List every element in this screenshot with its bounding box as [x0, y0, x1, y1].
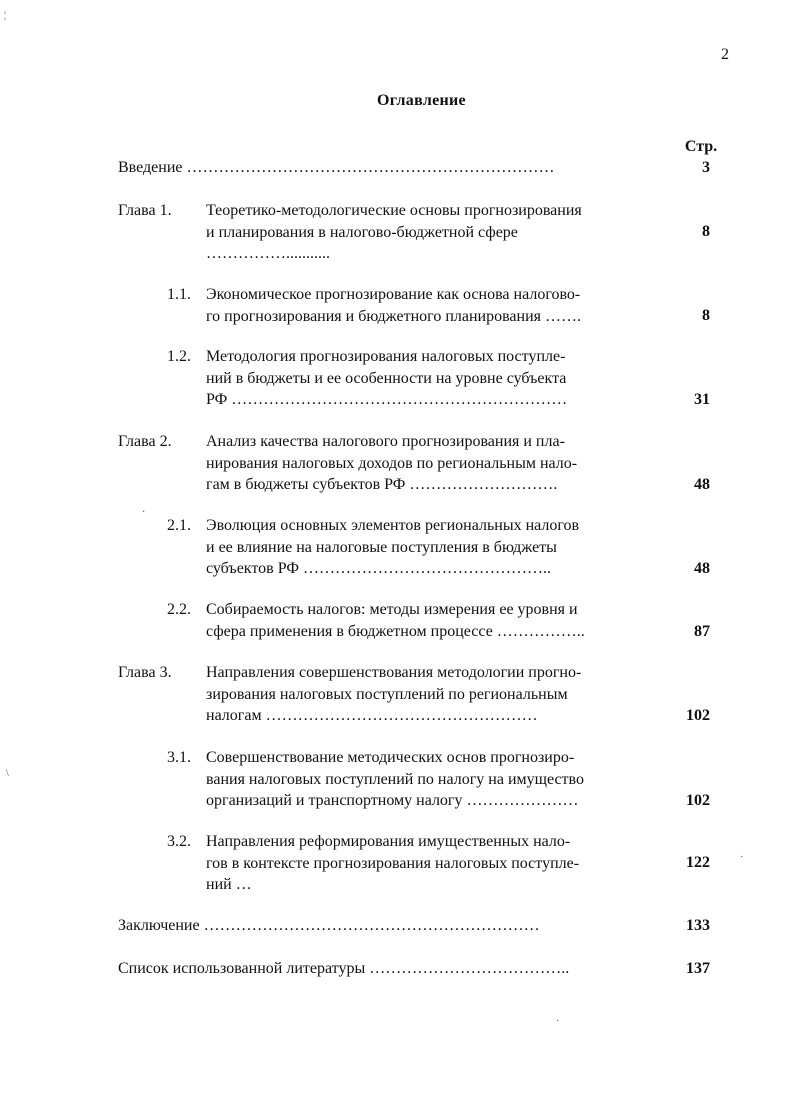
scan-speck: ·: [556, 1016, 560, 1027]
toc-entry: [0, 431, 793, 501]
toc-entry-text-line: Эволюция основных элементов региональных налогов: [206, 517, 580, 534]
scan-speck: ·: [142, 507, 146, 518]
toc-entry-text-line: Методология прогнозирования налоговых поступле-: [206, 348, 566, 365]
toc-entry-label: Глава 2.: [118, 433, 172, 450]
toc-entry-text-line: Направления совершенствования методологии прогно-: [206, 664, 582, 681]
toc-entry-label: 1.1.: [167, 286, 191, 303]
toc-entry-text-line: гов в контексте прогнозирования налоговых поступле-: [206, 854, 580, 872]
scan-speck: ¦: [4, 10, 7, 21]
toc-entry-text-line: организаций и транспортному налогу …………………: [206, 792, 579, 809]
toc-entry: [0, 515, 793, 585]
scan-speck: ·: [740, 852, 744, 863]
toc-entry-page: 8: [702, 223, 710, 240]
toc-entry-label: 3.2.: [167, 833, 191, 850]
toc-entry-page: 8: [702, 307, 710, 324]
page-column-header-line: Стр.: [684, 138, 718, 155]
toc-entry-page: 48: [694, 560, 710, 577]
toc-entry: [0, 747, 793, 817]
toc-entry: [0, 346, 793, 416]
toc-entry-text-line: гам в бюджеты субъектов РФ ……………………….: [206, 476, 558, 493]
toc-entry: [0, 200, 793, 270]
toc-entry-label: 1.2.: [167, 348, 191, 365]
toc-entry-text-line: и планирования в налогово-бюджетной сфере: [206, 223, 518, 241]
toc-entry-page: 102: [686, 707, 710, 724]
toc-entry-page: 48: [694, 476, 710, 493]
toc-entry-label: Глава 3.: [118, 664, 172, 681]
toc-entry-page: 31: [694, 391, 710, 408]
toc-entry-page: 102: [686, 792, 710, 809]
toc-entry-text-line: РФ ………………………………………………………: [206, 391, 568, 408]
toc-entry-text-line: вания налоговых поступлений по налогу на имущество: [206, 770, 584, 788]
toc-entry-text-line: ний в бюджеты и ее особенности на уровне субъекта: [206, 369, 567, 387]
toc-entry-page: 133: [686, 917, 710, 934]
toc-entry-text-line: Направления реформирования имущественных нало-: [206, 833, 571, 850]
page-column-header: [679, 136, 723, 157]
toc-entry-text-line: Экономическое прогнозирование как основа налогово-: [206, 286, 581, 303]
toc-entry-text-line: Заключение ………………………………………………………: [118, 917, 540, 934]
toc-entry: [0, 831, 793, 901]
toc-entry-text-line: зирования налоговых поступлений по региональным: [206, 685, 568, 703]
toc-entry-page: 3: [702, 159, 710, 176]
page-number: 2: [721, 46, 729, 63]
toc-entry-label: Глава 1.: [118, 202, 172, 219]
toc-entry-text-line: Теоретико-методологические основы прогнозирования: [206, 202, 582, 219]
toc-entry-text-line: налогам ……………………………………………: [206, 707, 538, 724]
scan-speck: \: [6, 768, 9, 779]
toc-entry-text-line: Совершенствование методических основ прогнозиро-: [206, 749, 575, 766]
toc-entry-page: 122: [686, 854, 710, 871]
toc-entry-text-line: субъектов РФ ………………………………………..: [206, 560, 551, 577]
toc-entry-label: 2.2.: [167, 601, 191, 618]
toc-entry-text-line: ний …: [206, 876, 252, 893]
toc-entry-text-line: Введение ……………………………………………………………: [118, 159, 555, 176]
toc-title: Оглавление: [377, 92, 466, 109]
toc-entry-text-line: Собираемость налогов: методы измерения ее уровня и: [206, 601, 578, 618]
toc-entry-page: 87: [694, 623, 710, 640]
toc-entry: [0, 662, 793, 732]
toc-entry-text-line: Список использованной литературы ………………………………..: [118, 960, 570, 977]
toc-entry-text-line: сфера применения в бюджетном процессе ……………..: [206, 622, 585, 640]
toc-entry-text-line: и ее влияние на налоговые поступления в бюджеты: [206, 538, 557, 556]
toc-entry: [0, 284, 793, 354]
toc-entry: [0, 958, 793, 1028]
toc-entry-label: 2.1.: [167, 517, 191, 534]
toc-entry-text-line: нирования налоговых доходов по региональным нало-: [206, 454, 578, 472]
toc-entry-label: 3.1.: [167, 749, 191, 766]
toc-entry-text-line: го прогнозирования и бюджетного планирования …….: [206, 307, 582, 325]
toc-entry-page: 137: [686, 960, 710, 977]
toc-entry-text-line: Анализ качества налогового прогнозирования и пла-: [206, 433, 565, 450]
toc-entry-text-line: ……………...........: [206, 245, 330, 262]
toc-entry: [0, 599, 793, 669]
